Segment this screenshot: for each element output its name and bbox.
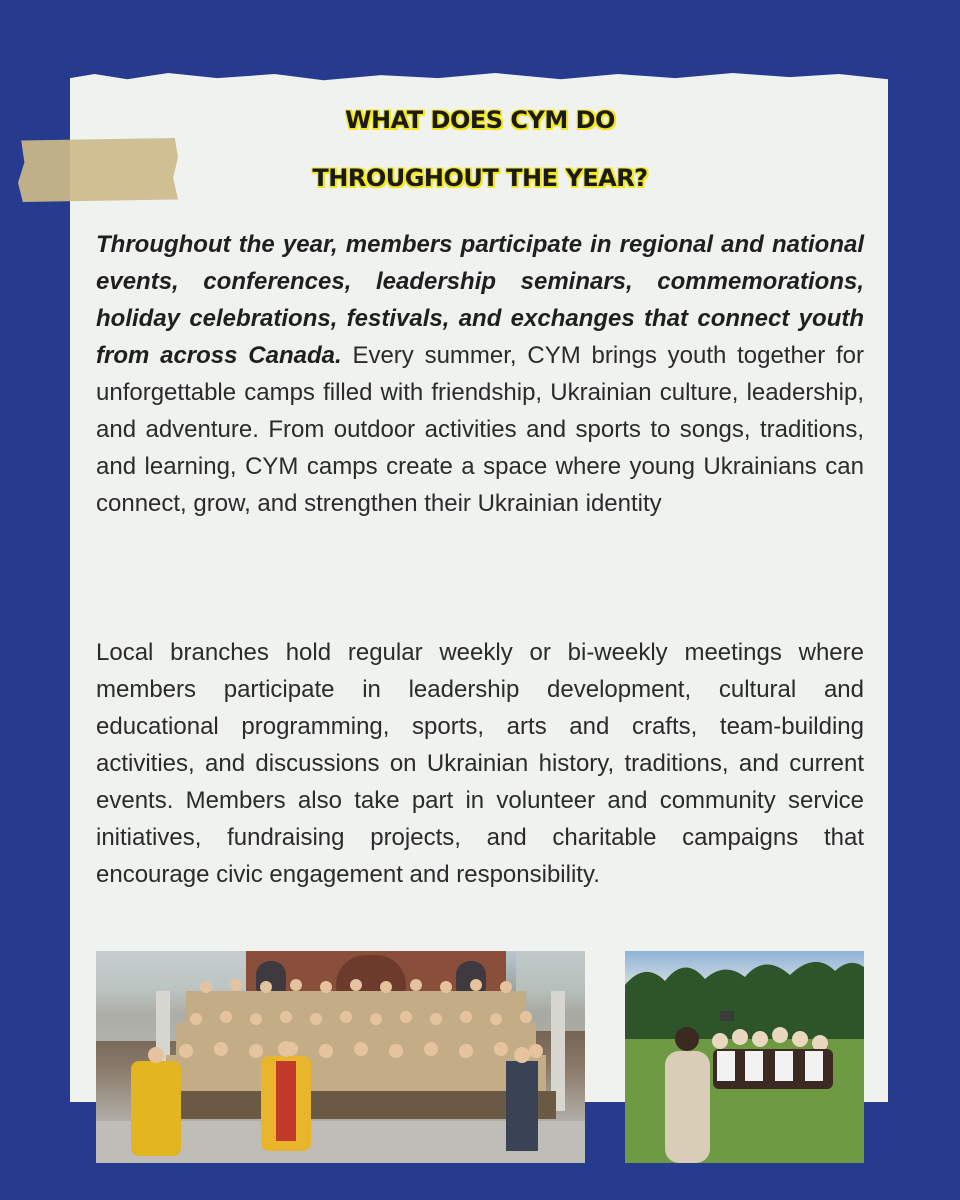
paragraph-local-branches: Local branches hold regular weekly or bi-weekly meetings where members participate in leadership development, cultural and educational programming, sports, arts and crafts, team-building activities, and discussions on Ukrainian history, traditions, and current events. Members also take part in volunteer and community service initiatives, fundraising projects, and charitable campaigns that encourage civic engagement and responsibility. (96, 639, 864, 888)
group-selfie-photo-field (625, 951, 864, 1163)
heading-line-1: WHAT DOES CYM DO (345, 106, 615, 134)
paragraph-events-camps (96, 226, 864, 522)
paragraph-bold-intro: Throughout the year, members participate in regional and national events, conferences, leadership seminars, commemorations, holiday celebrations, festivals, and exchanges that connect youth from across Canada. (96, 231, 864, 369)
paragraph-camps-text: Every summer, CYM brings youth together for unforgettable camps filled with friendship, Ukrainian culture, leadership, and adventure. From outdoor activities and sports to songs, traditions, and learning, CYM camps create a space where young Ukrainians can connect, grow, and strengthen their Ukrainian identity (96, 342, 864, 517)
heading-line-2: THROUGHOUT THE YEAR? (312, 164, 648, 192)
group-photo-church-steps (96, 951, 585, 1163)
